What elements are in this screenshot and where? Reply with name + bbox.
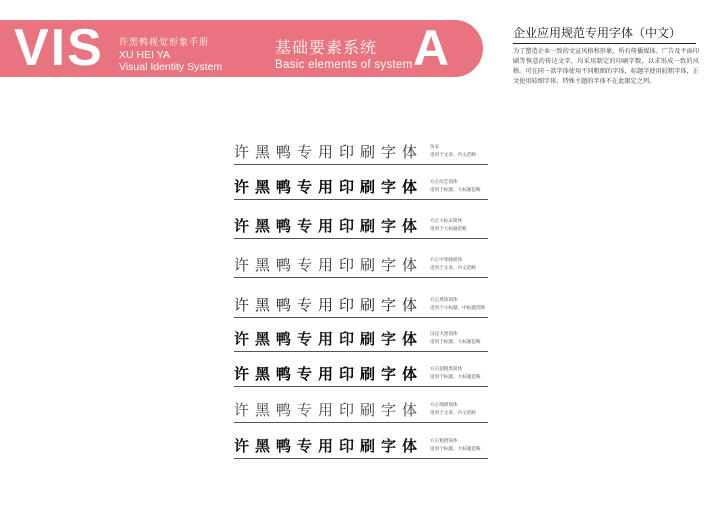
font-usage: 适用于标题、大标题范畴	[430, 447, 481, 452]
font-sample-row	[234, 398, 488, 423]
section-letter: A	[413, 20, 450, 76]
font-sample-row	[234, 175, 488, 200]
font-sample-note	[430, 402, 476, 418]
font-usage: 适用于文章、内文范畴	[430, 411, 476, 416]
font-sample-text: 许黑鸭专用印刷字体	[234, 401, 424, 419]
font-sample-row	[234, 327, 488, 352]
font-name: 方正细倩简体	[430, 403, 458, 408]
font-sample-row	[234, 362, 488, 387]
font-sample-row	[234, 293, 488, 318]
panel-title: 企业应用规范专用字体（中文）	[513, 26, 682, 40]
brand-subtitle-en: Visual Identity System	[119, 61, 223, 73]
font-name: 方正综艺简体	[430, 180, 458, 185]
font-usage: 适用于标题、大标题范畴	[430, 340, 481, 345]
font-name: 汉仪大黑简体	[430, 332, 458, 337]
brand-block	[119, 38, 222, 73]
font-name: 仿宋	[430, 145, 440, 150]
font-usage: 适用于文章、内文范畴	[430, 153, 476, 158]
font-sample-text: 许黑鸭专用印刷字体	[234, 256, 424, 274]
font-sample-row	[234, 434, 488, 459]
font-usage: 适用于标题、大标题范畴	[430, 375, 481, 380]
font-sample-note	[430, 218, 467, 234]
font-sample-text: 许黑鸭专用印刷字体	[234, 217, 424, 235]
font-sample-text: 许黑鸭专用印刷字体	[234, 143, 424, 161]
font-usage: 适用于文章、内文范畴	[430, 266, 476, 271]
font-sample-note	[430, 297, 485, 313]
font-sample-note	[430, 331, 481, 347]
font-sample-row	[234, 140, 488, 165]
font-sample-text: 许黑鸭专用印刷字体	[234, 437, 424, 455]
font-name: 方正大标宋简体	[430, 219, 463, 224]
font-sample-row	[234, 214, 488, 239]
font-sample-note	[430, 438, 481, 454]
section-title-cn: 基础要素系统	[275, 38, 378, 57]
font-sample-text: 许黑鸭专用印刷字体	[234, 296, 424, 314]
section-title-en: Basic elements of system	[275, 59, 413, 71]
font-usage: 适用于大标题范畴	[430, 227, 467, 232]
font-name: 方正中等线简体	[430, 258, 463, 263]
panel-description: 为了塑造企业一致的文宣风格和形象，所有传播媒体、广告及平面印刷等恢意的传达文字，均采用制定的印刷字数，以求形成一致的风格。可在同一款字体使用不同粗细的字体，标题字使用较粗字体，正文使用较细字体，特殊主题的字体不在此限定之列。	[513, 48, 699, 85]
font-sample-note	[430, 366, 481, 382]
font-sample-note	[430, 179, 481, 195]
section-title-block	[275, 38, 413, 72]
panel-divider	[513, 43, 696, 44]
vis-logo-text: VIS	[14, 19, 104, 77]
font-usage: 适用于标题、大标题范畴	[430, 188, 481, 193]
font-sample-text: 许黑鸭专用印刷字体	[234, 330, 424, 348]
font-name: 方正黑体简体	[430, 298, 458, 303]
font-sample-note	[430, 144, 476, 160]
font-sample-row	[234, 253, 488, 278]
font-sample-text: 许黑鸭专用印刷字体	[234, 178, 424, 196]
font-usage: 适用于小标题、中标题范畴	[430, 306, 486, 311]
font-sample-text: 许黑鸭专用印刷字体	[234, 365, 424, 383]
brand-name-cn: 许黑鸭视觉形象手册	[119, 38, 210, 48]
font-name: 方正超粗黑简体	[430, 367, 463, 372]
font-sample-note	[430, 257, 476, 273]
brand-name-en: XU HEI YA	[119, 49, 170, 61]
font-name: 方正粗倩简体	[430, 439, 458, 444]
